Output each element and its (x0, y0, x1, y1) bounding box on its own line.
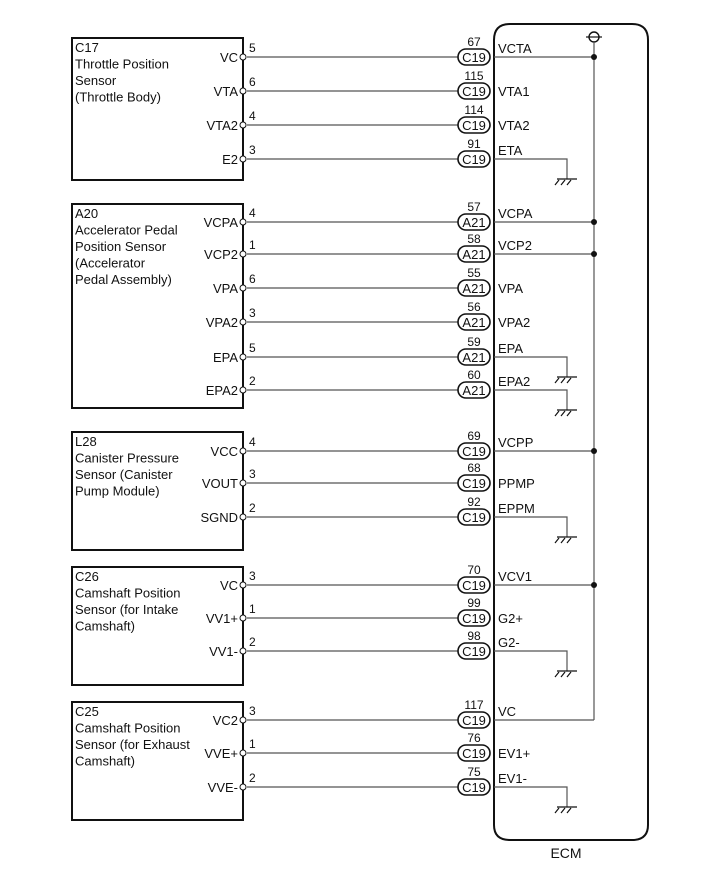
terminal-icon (240, 54, 246, 60)
ecm-signal-label: PPMP (498, 476, 535, 491)
terminal-icon (240, 285, 246, 291)
ecm-signal-label: EPPM (498, 501, 535, 516)
terminal-icon (240, 448, 246, 454)
sensor-terminal-label: VV1+ (205, 611, 238, 626)
connector-id: C19 (462, 713, 486, 728)
terminal-icon (240, 354, 246, 360)
terminal-icon (240, 582, 246, 588)
terminal-icon (240, 615, 246, 621)
ground-hatch (567, 378, 571, 383)
ecm-signal-label: G2- (498, 635, 520, 650)
ground-hatch (561, 180, 565, 185)
connector-id: A21 (462, 383, 486, 398)
ecm-pin-number: 114 (464, 103, 484, 117)
terminal-icon (240, 156, 246, 162)
terminal-icon (240, 122, 246, 128)
sensor-pin-number: 6 (249, 272, 256, 286)
ground-hatch (561, 538, 565, 543)
sensor-name-line: Sensor (for Exhaust (75, 737, 190, 752)
sensor-pin-number: 2 (249, 771, 256, 785)
sensor-pin-number: 6 (249, 75, 256, 89)
ground-hatch (555, 180, 559, 185)
connector-id: C19 (462, 578, 486, 593)
terminal-icon (240, 88, 246, 94)
sensor-pin-number: 2 (249, 374, 256, 388)
ground-hatch (567, 411, 571, 416)
ecm-pin-number: 68 (467, 461, 481, 475)
ecm-pin-number: 99 (467, 596, 481, 610)
ground-hatch (555, 411, 559, 416)
sensor-terminal-label: VVE+ (204, 746, 238, 761)
sensor-name-line: A20 (75, 206, 99, 221)
terminal-icon (240, 514, 246, 520)
connector-id: C19 (462, 152, 486, 167)
sensor-terminal-label: EPA2 (205, 383, 238, 398)
ground-hatch (567, 808, 571, 813)
ground-hatch (561, 411, 565, 416)
connector-id: C19 (462, 746, 486, 761)
connector-id: C19 (462, 780, 486, 795)
sensor-terminal-label: VCP2 (204, 247, 238, 262)
sensor-pin-number: 5 (249, 41, 256, 55)
connector-id: C19 (462, 644, 486, 659)
ecm-pin-number: 60 (467, 368, 481, 382)
sensor-name-line: Position Sensor (75, 239, 167, 254)
connector-id: A21 (462, 215, 486, 230)
ground-hatch (567, 672, 571, 677)
ecm-signal-label: VC (498, 704, 517, 719)
sensor-pin-number: 4 (249, 206, 256, 220)
sensor-terminal-label: VC (219, 578, 238, 593)
ecm-pin-number: 59 (467, 335, 481, 349)
terminal-icon (240, 219, 246, 225)
ecm-signal-label: VCTA (498, 41, 532, 56)
ground-hatch (561, 672, 565, 677)
sensor-name-line: (Throttle Body) (75, 89, 161, 105)
ground-hatch (555, 378, 559, 383)
sensor-name-line: Sensor (Canister (75, 467, 173, 482)
sensor-terminal-label: VOUT (201, 476, 238, 491)
sensor-name-line: Throttle Position (75, 56, 169, 72)
sensor-pin-number: 2 (249, 501, 256, 515)
connector-id: A21 (462, 281, 486, 296)
sensor-name-line: Pedal Assembly) (75, 272, 172, 287)
ground-hatch (567, 180, 571, 185)
connector-id: C19 (462, 118, 486, 133)
ecm-signal-label: ETA (498, 143, 523, 158)
ecm-pin-number: 56 (467, 300, 481, 314)
sensor-name-line: Camshaft) (75, 753, 135, 769)
ground-hatch (555, 672, 559, 677)
ecm-signal-label: VCPP (498, 435, 534, 450)
ecm-pin-number: 92 (467, 495, 481, 509)
ecm-signal-label: G2+ (498, 611, 523, 626)
power-supply-icon (586, 32, 602, 720)
terminal-icon (240, 717, 246, 723)
sensor-name-line: Camshaft Position (75, 720, 181, 736)
junction-dot (591, 54, 597, 60)
junction-dot (591, 219, 597, 225)
sensor-name-line: Accelerator Pedal (75, 222, 178, 238)
sensor-name-line: Camshaft Position (75, 585, 181, 601)
ecm-label: ECM (550, 845, 582, 861)
ecm-signal-label: VTA1 (498, 84, 530, 99)
terminal-icon (240, 387, 246, 393)
ground-wire (494, 787, 567, 807)
ecm-signal-label: VPA2 (498, 315, 531, 330)
sensor-pin-number: 3 (249, 306, 256, 320)
terminal-icon (240, 480, 246, 486)
connector-id: C19 (462, 444, 486, 459)
terminal-icon (240, 319, 246, 325)
sensor-pin-number: 3 (249, 569, 256, 583)
connector-id: A21 (462, 247, 486, 262)
sensor-name-line: (Accelerator (75, 255, 146, 271)
ground-hatch (567, 538, 571, 543)
sensor-name-line: C25 (75, 704, 99, 719)
ecm-pin-number: 69 (467, 429, 481, 443)
sensor-terminal-label: VVE- (207, 780, 238, 795)
connector-id: C19 (462, 476, 486, 491)
connector-id: C19 (462, 84, 486, 99)
sensor-terminal-label: VCC (210, 444, 238, 459)
ecm-pin-number: 70 (467, 563, 481, 577)
ecm-signal-label: VPA (498, 281, 524, 296)
sensor-pin-number: 2 (249, 635, 256, 649)
sensor-name-line: Sensor (75, 73, 117, 88)
ecm-signal-label: EPA2 (498, 374, 531, 389)
sensor-terminal-label: SGND (200, 510, 238, 525)
sensor-terminal-label: VCPA (203, 215, 238, 230)
ground-wire (494, 159, 567, 179)
ground-hatch (555, 808, 559, 813)
ecm-pin-number: 76 (467, 731, 481, 745)
sensor-name-line: L28 (75, 434, 97, 449)
sensor-terminal-label: VC (219, 50, 238, 65)
ecm-pin-number: 67 (467, 35, 481, 49)
ground-wire (494, 651, 567, 671)
connector-id: C19 (462, 50, 486, 65)
connector-id: C19 (462, 510, 486, 525)
ecm-signal-label: EPA (498, 341, 524, 356)
junction-dot (591, 448, 597, 454)
ecm-pin-number: 115 (464, 69, 484, 83)
ecm-signal-label: VCV1 (498, 569, 532, 584)
sensor-name-line: C26 (75, 569, 99, 584)
sensor-pin-number: 5 (249, 341, 256, 355)
connector-id: A21 (462, 315, 486, 330)
connector-id: A21 (462, 350, 486, 365)
connector-id: C19 (462, 611, 486, 626)
sensor-pin-number: 3 (249, 704, 256, 718)
sensor-name-line: C17 (75, 40, 99, 55)
ecm-signal-label: VCP2 (498, 238, 532, 253)
ecm-pin-number: 57 (467, 200, 481, 214)
sensor-terminal-label: VPA2 (205, 315, 238, 330)
sensor-pin-number: 1 (249, 602, 256, 616)
ground-wire (494, 390, 567, 410)
sensor-terminal-label: E2 (222, 152, 238, 167)
ground-hatch (561, 378, 565, 383)
sensor-terminal-label: VTA (213, 84, 238, 99)
ground-wire (494, 517, 567, 537)
sensor-name-line: Camshaft) (75, 618, 135, 634)
sensor-terminal-label: EPA (212, 350, 238, 365)
ecm-pin-number: 58 (467, 232, 481, 246)
sensor-name-line: Sensor (for Intake (75, 602, 179, 617)
sensor-name-line: Pump Module) (75, 483, 160, 499)
ecm-pin-number: 117 (464, 698, 484, 712)
ecm-pin-number: 91 (467, 137, 481, 151)
sensor-name-line: Canister Pressure (75, 450, 180, 466)
junction-dot (591, 251, 597, 257)
sensor-terminal-label: VPA (212, 281, 238, 296)
sensor-pin-number: 1 (249, 737, 256, 751)
junction-dot (591, 582, 597, 588)
sensor-pin-number: 1 (249, 238, 256, 252)
sensor-pin-number: 3 (249, 143, 256, 157)
ecm-signal-label: VCPA (498, 206, 533, 221)
sensor-pin-number: 4 (249, 435, 256, 449)
terminal-icon (240, 648, 246, 654)
terminal-icon (240, 784, 246, 790)
sensor-terminal-label: VC2 (212, 713, 238, 728)
terminal-icon (240, 251, 246, 257)
ecm-pin-number: 55 (467, 266, 481, 280)
sensor-pin-number: 4 (249, 109, 256, 123)
ecm-signal-label: EV1- (498, 771, 527, 786)
ecm-pin-number: 98 (467, 629, 481, 643)
ground-hatch (555, 538, 559, 543)
terminal-icon (240, 750, 246, 756)
ecm-pin-number: 75 (467, 765, 481, 779)
ecm-signal-label: EV1+ (498, 746, 531, 761)
sensor-terminal-label: VTA2 (206, 118, 238, 133)
ecm-signal-label: VTA2 (498, 118, 530, 133)
sensor-pin-number: 3 (249, 467, 256, 481)
ground-hatch (561, 808, 565, 813)
sensor-terminal-label: VV1- (209, 644, 238, 659)
